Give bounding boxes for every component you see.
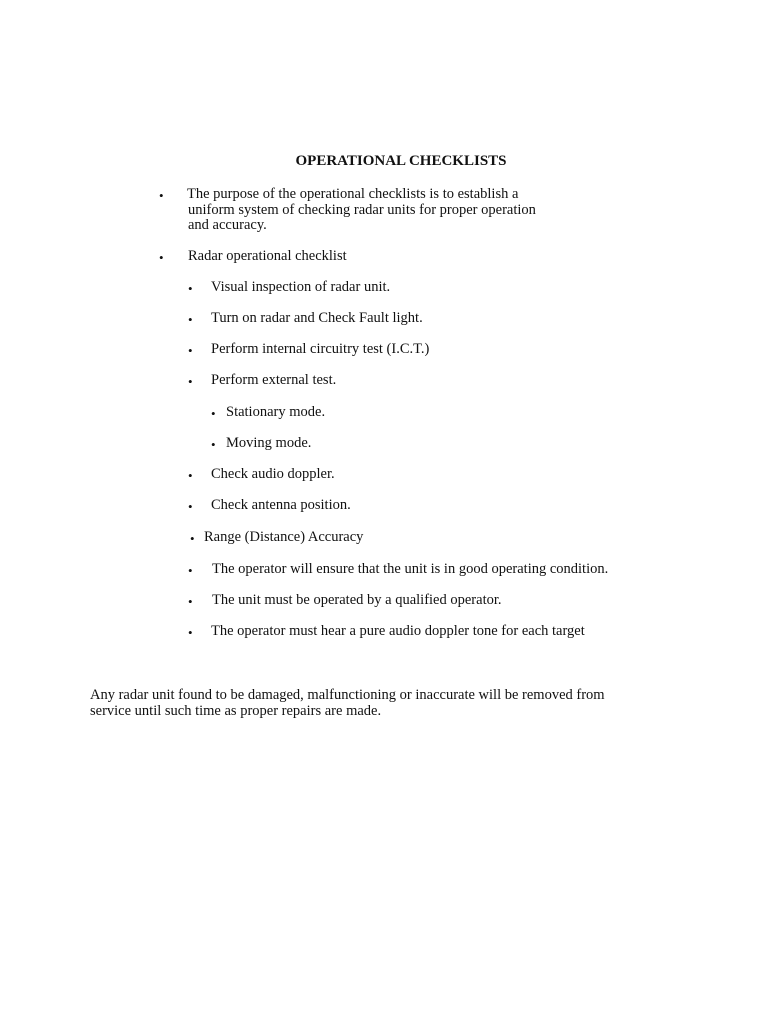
item-text: Turn on radar and Check Fault light. (211, 310, 423, 326)
item-text: Visual inspection of radar unit. (211, 279, 391, 295)
item-text: Check antenna position. (211, 497, 351, 513)
checklist-heading: Radar operational checklist (188, 248, 347, 264)
bullet: • (211, 437, 216, 452)
purpose-line-2: uniform system of checking radar units for proper operation (188, 202, 536, 218)
bullet: • (159, 188, 164, 203)
purpose-line-3: and accuracy. (188, 217, 267, 233)
closing-line-1: Any radar unit found to be damaged, malfunctioning or inaccurate will be removed from (90, 687, 605, 703)
purpose-line-1: The purpose of the operational checklists is to establish a (187, 186, 519, 202)
bullet: • (188, 374, 193, 389)
item-text: Stationary mode. (226, 404, 326, 420)
bullet: • (211, 406, 216, 421)
bullet: • (190, 531, 195, 546)
bullet: • (188, 625, 193, 640)
bullet: • (188, 499, 193, 514)
item-text: Perform external test. (211, 372, 337, 388)
bullet: • (188, 468, 193, 483)
bullet: • (188, 312, 193, 327)
item-text: Check audio doppler. (211, 466, 335, 482)
bullet: • (188, 343, 193, 358)
closing-line-2: service until such time as proper repairs are made. (90, 703, 382, 719)
item-text: The operator must hear a pure audio doppler tone for each target (211, 623, 585, 639)
bullet: • (188, 563, 193, 578)
item-text: The operator will ensure that the unit is in good operating condition. (212, 561, 609, 577)
item-text: Perform internal circuitry test (I.C.T.) (211, 341, 430, 357)
bullet: • (188, 281, 193, 296)
item-text: Moving mode. (226, 435, 312, 451)
bullet: • (188, 594, 193, 609)
item-text: The unit must be operated by a qualified operator. (212, 592, 502, 608)
bullet: • (159, 250, 164, 265)
item-text: Range (Distance) Accuracy (204, 529, 364, 545)
page-title: OPERATIONAL CHECKLISTS (295, 153, 507, 169)
